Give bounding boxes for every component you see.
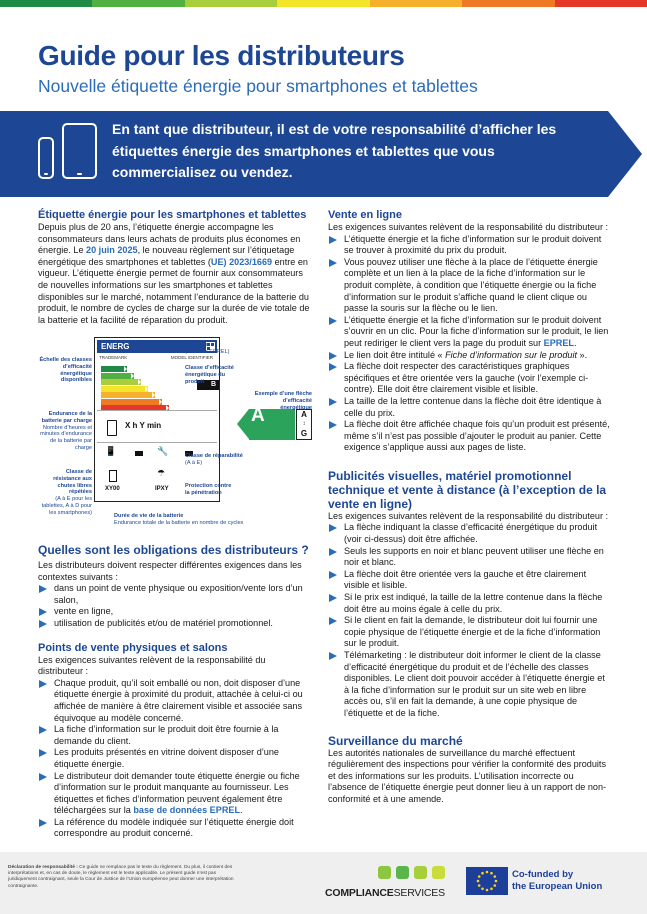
energy-class-tag: B [197, 380, 219, 390]
list-item: L’étiquette énergie et la fiche d’information sur le produit doivent se trouver à proximité du prix du produit. [328, 234, 610, 257]
page-subtitle: Nouvelle étiquette énergie pour smartphones et tablettes [38, 76, 478, 96]
callout-arrow-example: Exemple d’une flèche d’efficacité énergétique [254, 391, 312, 411]
eu-cofunded-text: Co-funded by the European Union [512, 869, 603, 892]
obligations-heading: Quelles sont les obligations des distributeurs ? [38, 543, 309, 557]
list-item: Le lien doit être intitulé « Fiche d’information sur le produit ». [328, 350, 610, 362]
list-item: Les produits présentés en vitrine doivent disposer d’une étiquette énergie. [38, 747, 310, 770]
list-item: La flèche indiquant la classe d’efficacité énergétique du produit (voir ci-dessus) doit être affichée. [328, 522, 610, 545]
label-section-heading: Étiquette énergie pour les smartphones et tablettes [38, 209, 307, 221]
page-title: Guide pour les distributeurs [38, 40, 405, 71]
eprel-database-link[interactable]: base de données EPREL [133, 805, 241, 816]
obligations-intro: Les distributeurs doivent respecter différentes exigences dans les contextes suivants : [38, 560, 302, 582]
battery-icon [109, 470, 117, 482]
label-model: MODEL IDENTIFIER [170, 355, 213, 360]
advertising-intro: Les exigences suivantes relèvent de la responsabilité du distributeur : [328, 510, 609, 521]
list-item: Si le client en fait la demande, le distributeur doit lui fournir une copie physique de l’étiquette énergie et de la fiche d’information sur le produit. [328, 615, 610, 650]
list-item: dans un point de vente physique ou exposition/vente lors d’un salon, [38, 583, 310, 606]
efficiency-arrow-letter: A [251, 405, 265, 426]
online-heading: Vente en ligne [328, 209, 402, 221]
list-item: La référence du modèle indiquée sur l’étiquette énergie doit correspondre au produit concerné. [38, 817, 310, 840]
label-section-text: Depuis plus de 20 ans, l’étiquette énergie accompagne les consommateurs dans leurs achats de produits plus économes en énergie. Le 20 juin 2025, le nouveau règlement sur l’étiquetage énergétique des smartphones et tablettes (UE) 2023/1669 entre en vigueur. L’étiquette énergie permet de fournir aux consommateurs de nouvelles informations sur les smartphones et tablettes disponibles sur le marché, notamment l’endurance de la batterie du produit, le nombre de cycles de charge sur la durée de vie totale de la batterie et la facilité de réparation du produit. [38, 222, 310, 325]
scale-top-letter: A [301, 410, 307, 419]
physical-list [38, 678, 310, 840]
list-item: La fiche d’information sur le produit doit être fournie à la demande du client. [38, 724, 310, 747]
list-item: La flèche doit être orientée vers la gauche et être clairement visible et lisible. [328, 569, 610, 592]
ip-value: IPXY [155, 486, 169, 492]
callout-energy-class: Classe d’efficacité énergétique du produit [185, 365, 234, 385]
efficiency-arrow-scale [296, 409, 312, 440]
label-head: ENERG [97, 340, 217, 353]
callout-protection: Protection contre la pénétration [185, 483, 232, 496]
callout-classes-scale: Échelle des classes d’efficacité énergétique disponibles [39, 357, 92, 384]
list-item: La flèche doit être affichée chaque fois qu’un produit est présenté, même s’il n’est pas possible d’ajouter le produit au panier. Cette exigence s’applique aussi aux pages de liste. [328, 419, 610, 454]
list-item: Si le prix est indiqué, la taille de la lettre contenue dans la flèche doit être au moins égale à celle du prix. [328, 592, 610, 615]
list-item: Seuls les supports en noir et blanc peuvent utiliser une flèche en noir et blanc. [328, 546, 610, 569]
list-item: Chaque produit, qu’il soit emballé ou non, doit disposer d’une étiquette énergie à proximité du produit, attachée à celui-ci ou affichée de manière à être clairement visible et associée sans équivoque au modèle concerné. [38, 678, 310, 724]
recycle-icon [432, 866, 445, 879]
cycles-value: XY00 [105, 486, 120, 492]
surveillance-heading: Surveillance du marché [328, 733, 463, 748]
scale-arrow-icon: ↕ [302, 420, 306, 427]
drop-icon: 📱 [105, 446, 117, 456]
right-column [328, 209, 610, 806]
smartphone-icon [38, 137, 54, 179]
list-item: L’étiquette énergie et la fiche d’information sur le produit doivent s’ouvrir en un clic. Pour la fiche d’information sur le produit, le lien peut rediriger le client vers la page du produit sur EPREL. [328, 315, 610, 350]
banner-arrow-tip [608, 111, 642, 197]
callout-drop: Classe de résistance aux chutes libres répétées (A à E pour les tablettes, A à D pour les smartphones) [41, 469, 92, 516]
energy-label-illustration [94, 337, 220, 502]
disclaimer: Déclaration de responsabilité : Ce guide ne remplace pas le texte du règlement. Du plus, il contient des interprétations et, en cas de doute, le règlement est le texte applicable. Le présent guide n’est pas juridiquement contraignant, seule la Cour de Justice de l’Union européenne peut donner une interprétation contraignante. [8, 865, 234, 889]
repair-icon: 🔧 [157, 446, 169, 456]
label-divider [97, 410, 217, 411]
surveillance-text: Les autorités nationales de surveillance du marché effectuent régulièrement des inspections pour vérifier la conformité des produits et des informations sur les produits. L’utilisation incorrecte ou l’absence de l’étiquette énergie peut donner lieu à un rapport de non-conformité et à une amende. [328, 747, 607, 804]
scale-bottom-letter: G [300, 429, 308, 438]
physical-intro: Les exigences suivantes relèvent de la responsabilité du distributeur : [38, 654, 266, 677]
list-item: La flèche doit respecter des caractéristiques graphiques spécifiques et être orientée vers la gauche (voir l’exemple ci-contre). Elle doit être clairement visible et lisible. [328, 361, 610, 396]
drop-class-bar [135, 451, 143, 456]
obligations-list [38, 583, 310, 629]
list-item: Vous pouvez utiliser une flèche à la place de l’étiquette énergie complète et un lien à la place de la fiche d’information sur le produit complète, à condition que l’étiquette énergie ou la fiche d’information sur le produit s’affiche quand le client clique ou passe la souris sur la flèche ou le lien. [328, 257, 610, 315]
callout-qr: QR code (lien vers EPREL) [185, 342, 230, 355]
tablet-icon [62, 123, 97, 179]
energy-scale-bar [101, 373, 134, 379]
smartphone-icon [107, 420, 117, 436]
label-divider [97, 442, 217, 443]
advertising-heading: Publicités visuelles, matériel promotionnel technique et vente à distance (à l’exception de la vente en ligne) [328, 468, 607, 511]
banner-text: En tant que distributeur, il est de votre responsabilité d’afficher les étiquettes énergie des smartphones et tablettes que vous commercialisez ou vendez. [112, 121, 557, 181]
physical-heading: Points de vente physiques et salons [38, 641, 228, 654]
list-item: Le distributeur doit demander toute étiquette énergie ou fiche d’information sur le produit manquante au fournisseur. Les étiquettes et fiches d’information peuvent également être téléchargées sur la base de données EPREL. [38, 771, 310, 817]
left-column [38, 209, 310, 326]
tyre-icon [414, 866, 427, 879]
advertising-list [328, 522, 610, 719]
list-item: La taille de la lettre contenue dans la flèche doit être identique à celle du prix. [328, 396, 610, 419]
callout-battery: Endurance de la batterie par charge Nombre d’heures et minutes d’endurance de la batterie par charge [40, 411, 92, 451]
left-column-lower [38, 543, 310, 840]
compliance-services-logo: COMPLIANCESERVICES [325, 887, 445, 899]
battery-endurance-value: X h Y min [125, 421, 162, 430]
efficiency-arrow-tip [237, 409, 249, 439]
list-item: Télémarketing : le distributeur doit informer le client de la classe d’efficacité énergétique du produit et de l’échelle des classes disponibles. Le client doit pouvoir accéder à l’étiquette énergie et à la fiche d’information sur le produit sur un site web en libre accès ou, s’il en fait la demande, à une copie physique de l’étiquette et de la fiche. [328, 650, 610, 720]
energy-scale-bar [101, 379, 141, 385]
energy-label-figure [38, 333, 314, 535]
energy-scale-bar [101, 399, 162, 405]
eprel-link[interactable]: EPREL [543, 337, 574, 348]
eu-flag-icon [466, 867, 508, 895]
energy-scale-bar [101, 366, 127, 372]
online-intro: Les exigences suivantes relèvent de la responsabilité du distributeur : [328, 222, 609, 232]
energy-label-icon [378, 866, 391, 879]
energy-color-bar [0, 0, 647, 7]
energy-scale-bar [101, 392, 155, 398]
label-trademark: TRADEMARK [99, 355, 128, 360]
callout-repairability: Classe de réparabilité (A à E) [185, 453, 243, 466]
ip-icon: ☂ [157, 468, 166, 478]
list-item: utilisation de publicités et/ou de matériel promotionnel. [38, 618, 310, 630]
online-list [328, 234, 610, 454]
energy-scale-bar [101, 386, 148, 392]
callout-lifetime: Durée de vie de la batterie Endurance totale de la batterie en nombre de cycles [114, 513, 244, 526]
ecodesign-icon [396, 866, 409, 879]
list-item: vente en ligne, [38, 606, 310, 618]
